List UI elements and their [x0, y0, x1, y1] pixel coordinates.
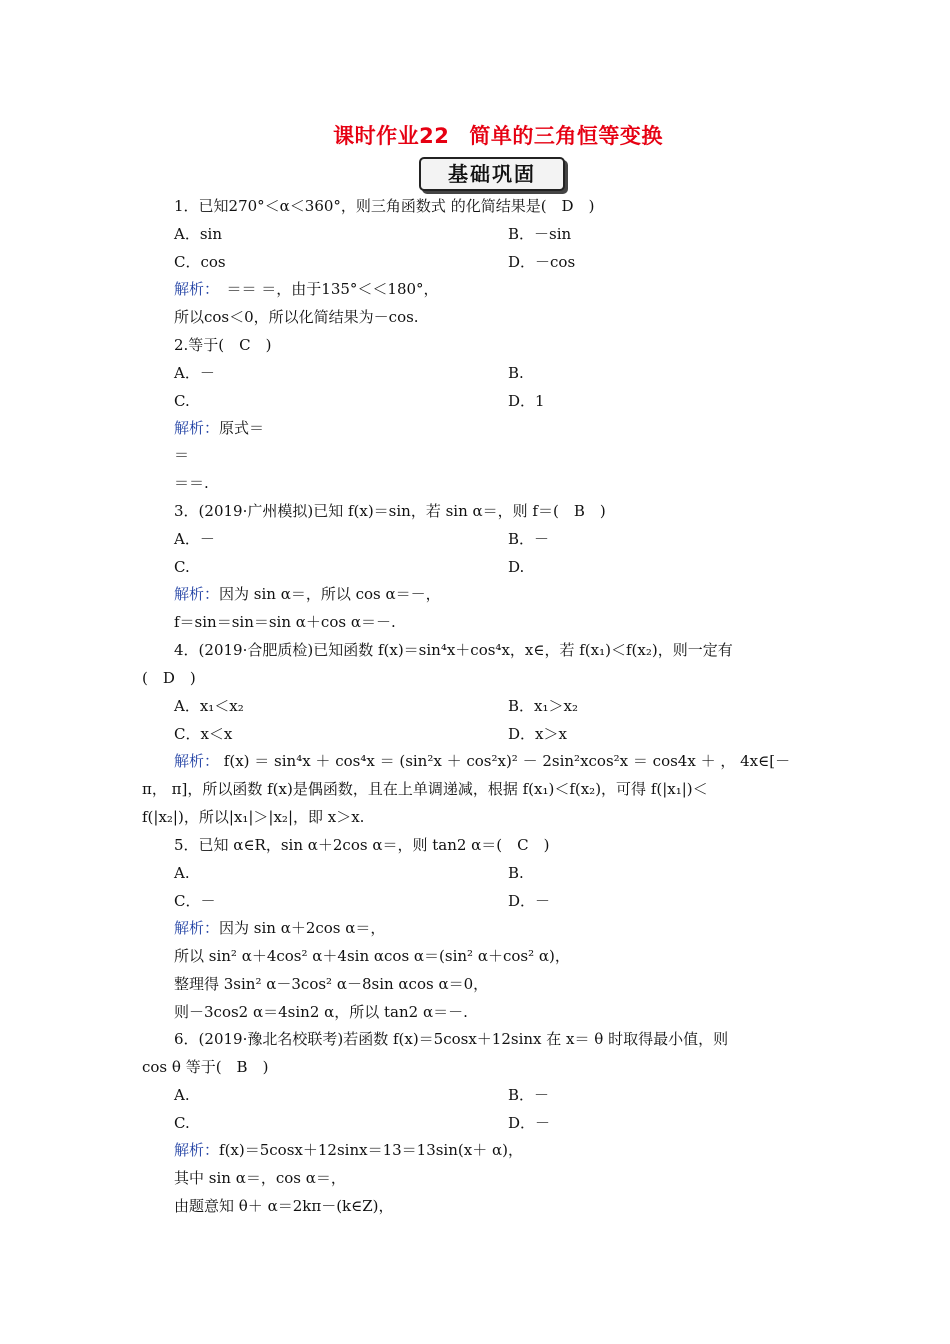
text-line [174, 252, 226, 272]
line-text: C. [174, 558, 190, 576]
line-text: f＝sin＝sin＝sin α＋cos α＝－. [174, 613, 396, 631]
title-right: 简单的三角恒等变换 [469, 124, 663, 148]
text-line [508, 1113, 550, 1133]
text-line [508, 224, 571, 244]
page-title [0, 120, 950, 150]
line-text: ＝ [174, 446, 190, 464]
line-text: C．－ [174, 892, 216, 910]
text-line [174, 696, 244, 716]
line-text: 1．已知270°＜α＜360°，则三角函数式 的化简结果是( D ) [174, 197, 595, 215]
line-text: 所以 sin² α＋4cos² α＋4sin αcos α＝(sin² α＋cos² α)， [174, 947, 570, 965]
text-line [174, 473, 209, 493]
line-text: ( D ) [142, 669, 196, 687]
text-line [508, 529, 549, 549]
text-line [174, 918, 385, 938]
text-line [174, 445, 189, 465]
line-text: f(x)＝5cosx＋12sinx＝13＝13sin(x＋ α)， [219, 1141, 523, 1159]
line-text: A．sin [174, 225, 222, 243]
line-text: 则－3cos2 α＝4sin2 α，所以 tan2 α＝－. [174, 1003, 468, 1021]
line-text: 其中 sin α＝，cos α＝， [174, 1169, 346, 1187]
text-line [174, 1085, 190, 1105]
text-line [508, 863, 524, 883]
text-line [174, 751, 790, 771]
line-text: 4．(2019·合肥质检)已知函数 f(x)＝sin⁴x＋cos⁴x，x∈，若 f(x₁)＜f(x₂)，则一定有 [174, 641, 733, 659]
line-text: D．－ [508, 892, 551, 910]
line-text: B. [508, 364, 524, 382]
line-text: C. [174, 392, 190, 410]
text-line [174, 612, 396, 632]
line-text: B. [508, 864, 524, 882]
line-text: 5．已知 α∈R，sin α＋2cos α＝，则 tan2 α＝( C ) [174, 836, 550, 854]
text-line [508, 363, 524, 383]
line-text: B．－sin [508, 225, 572, 243]
text-line [508, 557, 524, 577]
line-text: A．－ [174, 530, 215, 548]
text-line [174, 335, 272, 355]
line-text: cos θ 等于( B ) [142, 1058, 269, 1076]
line-text: A. [174, 864, 190, 882]
text-line [174, 307, 419, 327]
line-text: π， π]，所以函数 f(x)是偶函数，且在上单调递减，根据 f(x₁)＜f(x₂)，可得 f(|x₁|)＜ [142, 780, 708, 798]
line-text: 所以cos＜0，所以化简结果为－cos. [174, 308, 419, 326]
solution-label: 解析： [174, 919, 220, 937]
solution-label: 解析： [174, 752, 220, 770]
text-line [142, 668, 196, 688]
text-line [174, 584, 441, 604]
text-line [174, 835, 550, 855]
line-text: A. [174, 1086, 190, 1104]
line-text: 原式＝ [219, 419, 265, 437]
text-line [142, 779, 708, 799]
text-line [174, 418, 264, 438]
line-text: B．x₁＞x₂ [508, 697, 578, 715]
line-text: 2.等于( C ) [174, 336, 272, 354]
line-text: 由题意知 θ＋ α＝2kπ－(k∈Z)， [174, 1197, 394, 1215]
line-text: 整理得 3sin² α－3cos² α－8sin αcos α＝0， [174, 975, 489, 993]
text-line [174, 1002, 468, 1022]
text-line [508, 252, 575, 272]
text-line [174, 891, 215, 911]
line-text: D．－ [508, 1114, 551, 1132]
line-text: ＝＝ ＝，由于135°＜＜180°， [211, 280, 439, 298]
line-text: 因为 sin α＝，所以 cos α＝－， [219, 585, 441, 603]
text-line [174, 363, 215, 383]
text-line [174, 724, 232, 744]
line-text: C．cos [174, 253, 226, 271]
text-line [174, 1140, 523, 1160]
text-line [508, 696, 578, 716]
line-text: 因为 sin α＋2cos α＝， [219, 919, 386, 937]
solution-label: 解析： [174, 1141, 220, 1159]
text-line [174, 974, 488, 994]
text-line [174, 863, 190, 883]
text-line [174, 529, 215, 549]
text-line [174, 557, 190, 577]
line-text: 6．(2019·豫北名校联考)若函数 f(x)＝5cosx＋12sinx 在 x＝ θ 时取得最小值，则 [174, 1030, 729, 1048]
line-text: B．－ [508, 530, 550, 548]
line-text: f(x) ＝ sin⁴x ＋ cos⁴x ＝ (sin²x ＋ cos²x)² － 2sin²xcos²x ＝ cos4x ＋ ， 4x∈[－ [219, 752, 791, 770]
line-text: B．－ [508, 1086, 550, 1104]
line-text: D．1 [508, 392, 545, 410]
line-text: 3．(2019·广州模拟)已知 f(x)＝sin，若 sin α＝，则 f＝( B ) [174, 502, 606, 520]
text-line [174, 391, 190, 411]
solution-label: 解析： [174, 419, 220, 437]
line-text: D．x＞x [508, 725, 567, 743]
text-line [508, 891, 550, 911]
text-line [174, 501, 606, 521]
line-text: A．x₁＜x₂ [174, 697, 244, 715]
text-line [174, 1196, 394, 1216]
text-line [174, 279, 439, 299]
text-line [508, 724, 567, 744]
solution-label: 解析： [174, 585, 220, 603]
line-text: f(|x₂|)，所以|x₁|＞|x₂|，即 x＞x. [142, 808, 365, 826]
line-text: A．－ [174, 364, 215, 382]
text-line [174, 224, 222, 244]
text-line [174, 640, 733, 660]
section-badge: 基础巩固 [419, 157, 565, 191]
text-line [508, 1085, 549, 1105]
title-left: 课时作业22 [333, 124, 450, 148]
text-line [174, 196, 594, 216]
text-line [174, 946, 570, 966]
solution-label: 解析： [174, 280, 212, 298]
text-line [174, 1113, 190, 1133]
text-line [508, 391, 545, 411]
text-line [142, 807, 364, 827]
line-text: D．－cos [508, 253, 576, 271]
line-text: D. [508, 558, 525, 576]
text-line [174, 1168, 346, 1188]
line-text: C．x＜x [174, 725, 233, 743]
line-text: ＝＝. [174, 474, 209, 492]
text-line [174, 1029, 728, 1049]
text-line [142, 1057, 268, 1077]
line-text: C. [174, 1114, 190, 1132]
